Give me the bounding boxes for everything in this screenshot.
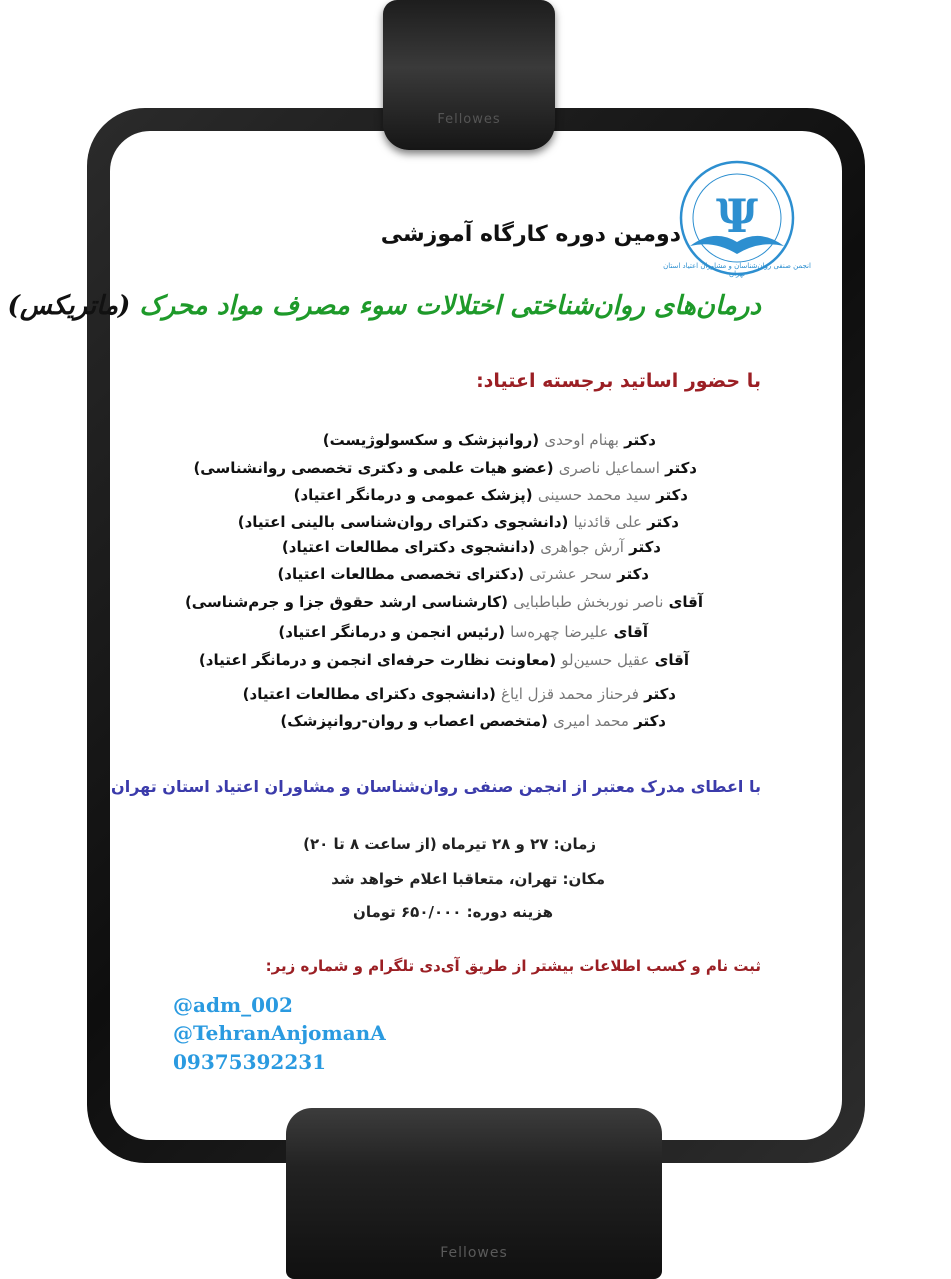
- cost-info: هزینه دوره: ۶۵۰/۰۰۰ تومان: [353, 903, 553, 921]
- instructor-row: دکتر فرحناز محمد قزل ایاغ (دانشجوی دکترای مطالعات اعتیاد): [242, 685, 676, 703]
- certificate-note: با اعطای مدرک معتبر از انجمن صنفی روان‌شناسان و مشاوران اعتیاد استان تهران: [111, 777, 761, 796]
- instructor-row: دکتر بهنام اوحدی (روانپزشک و سکسولوژیست): [322, 431, 656, 449]
- presence-heading: با حضور اساتید برجسته اعتیاد:: [476, 370, 761, 392]
- phone-number[interactable]: 09375392231: [173, 1050, 327, 1074]
- telegram-id-channel[interactable]: @TehranAnjomanA: [173, 1021, 386, 1045]
- place-info: مکان: تهران، متعاقبا اعلام خواهد شد: [331, 870, 605, 888]
- page-title: دومین دوره کارگاه آموزشی: [380, 222, 681, 247]
- instructor-row: دکتر علی قائدنیا (دانشجوی دکترای روان‌شناسی بالینی اعتیاد): [237, 513, 679, 531]
- subtitle-main: درمان‌های روان‌شناختی اختلالات سوء مصرف مواد محرک: [139, 291, 761, 321]
- instructor-row: آقای علیرضا چهره‌سا (رئیس انجمن و درمانگر اعتیاد): [278, 623, 648, 641]
- instructor-row: دکتر محمد امیری (متخصص اعصاب و روان-روانپزشک): [280, 712, 666, 730]
- instructor-row: دکتر سید محمد حسینی (پزشک عمومی و درمانگر اعتیاد): [293, 486, 688, 504]
- brand-top: Fellowes: [437, 112, 501, 127]
- registration-note: ثبت نام و کسب اطلاعات بیشتر از طریق آی‌دی تلگرام و شماره زیر:: [265, 957, 761, 975]
- instructor-row: دکتر سحر عشرتی (دکترای تخصصی مطالعات اعتیاد): [277, 565, 649, 583]
- subtitle-paren: (ماتریکس): [7, 291, 131, 321]
- clipboard-stand: [286, 1108, 662, 1279]
- time-info: زمان: ۲۷ و ۲۸ تیرماه (از ساعت ۸ تا ۲۰): [303, 835, 596, 853]
- instructor-row: آقای ناصر نوربخش طباطبایی (کارشناسی ارشد حقوق جزا و جرم‌شناسی): [184, 593, 703, 611]
- instructor-row: دکتر اسماعیل ناصری (عضو هیات علمی و دکتری تخصصی روانشناسی): [193, 459, 697, 477]
- instructor-row: دکتر آرش جواهری (دانشجوی دکترای مطالعات اعتیاد): [281, 538, 661, 556]
- brand-bottom: Fellowes: [440, 1245, 508, 1261]
- telegram-id-admin[interactable]: @adm_002: [173, 993, 293, 1017]
- psi-symbol: Ψ: [715, 189, 759, 243]
- instructor-row: آقای عقیل حسین‌لو (معاونت نظارت حرفه‌ای انجمن و درمانگر اعتیاد): [198, 651, 689, 669]
- clipboard-clip: [383, 0, 555, 150]
- workshop-subtitle: [8, 291, 761, 321]
- logo-caption: انجمن صنفی روان‌شناسان و مشاوران اعتیاد استان تهران: [663, 262, 811, 278]
